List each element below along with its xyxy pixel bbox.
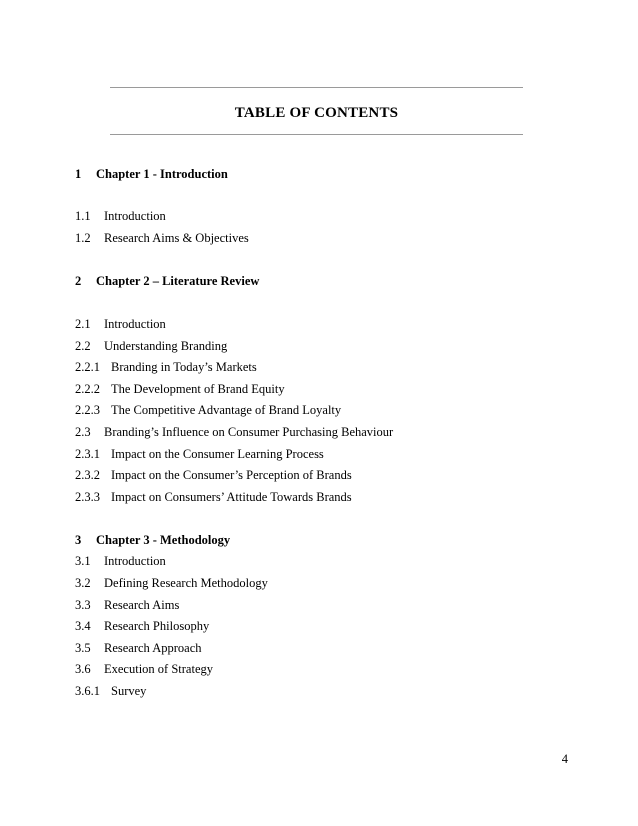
toc-entry-number: 2.2 — [75, 339, 91, 353]
toc-entry-chapter-1[interactable] — [75, 167, 228, 182]
toc-entry-label: The Competitive Advantage of Brand Loyalty — [111, 403, 342, 417]
page-title: TABLE OF CONTENTS — [234, 105, 399, 121]
toc-entry-number: 3.6.1 — [75, 684, 100, 698]
toc-entry-label: Understanding Branding — [104, 339, 228, 353]
toc-entry-1-2[interactable] — [75, 231, 249, 246]
toc-entry-2-3[interactable] — [75, 425, 393, 440]
toc-entry-2-2-1[interactable] — [75, 360, 257, 375]
toc-entry-chapter-2[interactable] — [75, 274, 259, 289]
top-divider — [110, 87, 523, 88]
toc-entry-label: Chapter 2 – Literature Review — [96, 274, 260, 288]
toc-entry-number: 1 — [75, 167, 82, 181]
toc-entry-number: 3.5 — [75, 641, 91, 655]
toc-entry-label: Impact on Consumers’ Attitude Towards Brands — [111, 490, 352, 504]
toc-entry-label: Research Approach — [104, 641, 202, 655]
toc-entry-number: 2.2.3 — [75, 403, 100, 417]
toc-entry-3-6[interactable] — [75, 662, 213, 677]
toc-entry-number: 3.4 — [75, 619, 91, 633]
toc-entry-3-4[interactable] — [75, 619, 209, 634]
toc-entry-label: Defining Research Methodology — [104, 576, 268, 590]
toc-entry-label: Impact on the Consumer’s Perception of Brands — [111, 468, 352, 482]
page-number: 4 — [561, 752, 568, 766]
toc-entry-number: 3.1 — [75, 554, 91, 568]
bottom-divider — [110, 134, 523, 135]
toc-entry-2-3-1[interactable] — [75, 447, 324, 462]
toc-entry-number: 1.1 — [75, 209, 91, 223]
toc-entry-number: 2.3.2 — [75, 468, 100, 482]
toc-entry-3-2[interactable] — [75, 576, 268, 591]
toc-entry-2-3-2[interactable] — [75, 468, 352, 483]
toc-entry-number: 2.2.2 — [75, 382, 100, 396]
toc-entry-number: 1.2 — [75, 231, 91, 245]
toc-entry-2-1[interactable] — [75, 317, 166, 332]
toc-entry-number: 2.3 — [75, 425, 91, 439]
toc-entry-3-3[interactable] — [75, 598, 179, 613]
toc-entry-label: Introduction — [104, 209, 166, 223]
toc-entry-number: 2.3.1 — [75, 447, 100, 461]
toc-entry-label: Introduction — [104, 554, 166, 568]
toc-entry-label: Research Philosophy — [104, 619, 210, 633]
toc-entry-chapter-3[interactable] — [75, 533, 230, 548]
toc-entry-label: Research Aims — [104, 598, 180, 612]
toc-entry-label: Branding’s Influence on Consumer Purchasing Behaviour — [104, 425, 394, 439]
toc-entry-3-1[interactable] — [75, 554, 166, 569]
toc-entry-2-2[interactable] — [75, 339, 227, 354]
toc-entry-2-2-2[interactable] — [75, 382, 285, 397]
toc-entry-1-1[interactable] — [75, 209, 166, 224]
toc-entry-2-3-3[interactable] — [75, 490, 352, 505]
toc-entry-number: 2 — [75, 274, 82, 288]
toc-entry-label: Introduction — [104, 317, 166, 331]
toc-entry-number: 3.2 — [75, 576, 91, 590]
toc-entry-number: 3 — [75, 533, 82, 547]
toc-entry-label: Chapter 3 - Methodology — [96, 533, 231, 547]
toc-entry-label: Impact on the Consumer Learning Process — [111, 447, 324, 461]
toc-entry-2-2-3[interactable] — [75, 403, 341, 418]
toc-entry-label: Survey — [111, 684, 147, 698]
toc-entry-label: Research Aims & Objectives — [104, 231, 249, 245]
toc-entry-label: Execution of Strategy — [104, 662, 213, 676]
toc-entry-number: 2.1 — [75, 317, 91, 331]
toc-entry-3-6-1[interactable] — [75, 684, 146, 699]
toc-entry-number: 2.2.1 — [75, 360, 100, 374]
toc-entry-3-5[interactable] — [75, 641, 202, 656]
toc-entry-number: 2.3.3 — [75, 490, 100, 504]
toc-entry-label: Branding in Today’s Markets — [111, 360, 257, 374]
toc-entry-number: 3.6 — [75, 662, 91, 676]
toc-entry-label: Chapter 1 - Introduction — [96, 167, 228, 181]
toc-entry-label: The Development of Brand Equity — [111, 382, 285, 396]
toc-entry-number: 3.3 — [75, 598, 91, 612]
